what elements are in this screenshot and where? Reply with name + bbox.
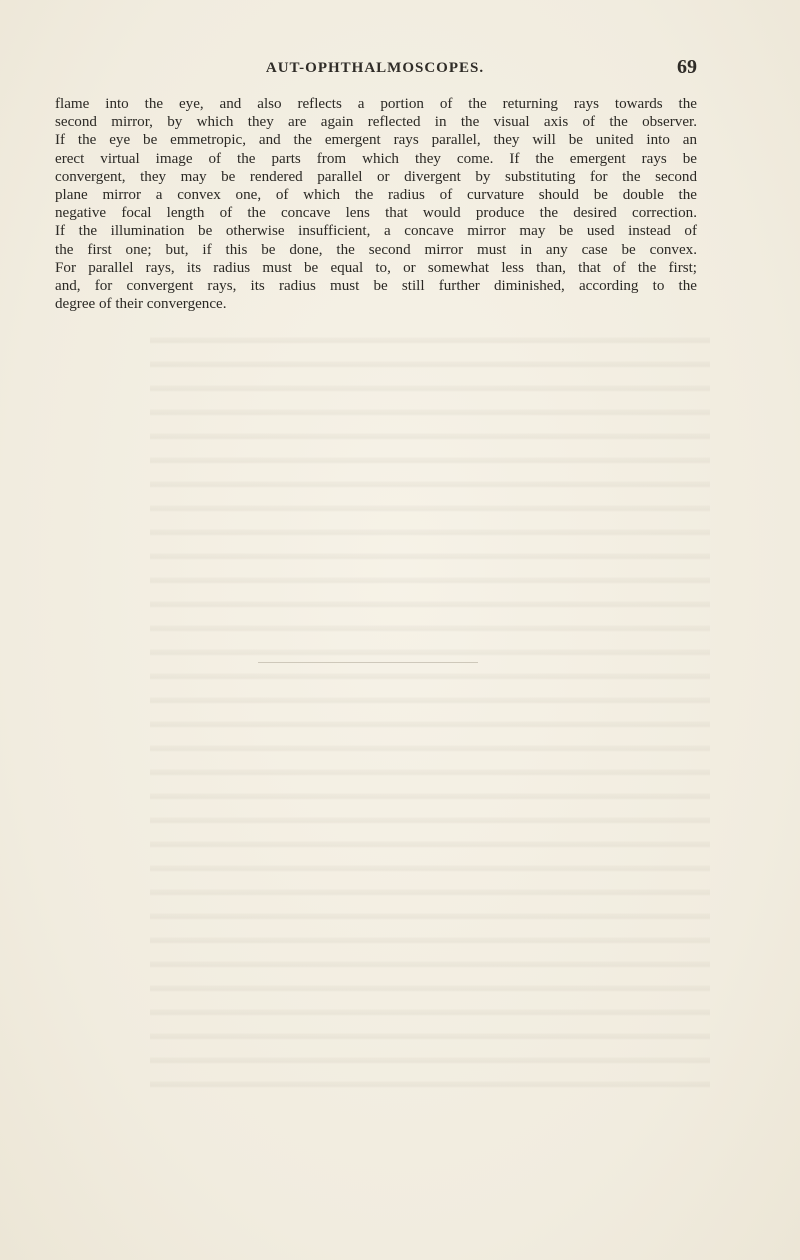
bleed-through-rule [258, 662, 478, 663]
text-line: erect virtual image of the parts from which they come. If the emergent rays be [55, 150, 697, 167]
text-line: second mirror, by which they are again reflected in the visual axis of the observer. [55, 114, 697, 131]
running-head: AUT-OPHTHALMOSCOPES. [265, 60, 485, 76]
bleed-through-texture [150, 325, 710, 1105]
text-line: If the illumination be otherwise insufficient, a concave mirror may be used instead of [55, 223, 697, 240]
text-line: degree of their convergence. [55, 296, 227, 313]
text-line: and, for convergent rays, its radius must be still further diminished, according to the [55, 278, 697, 295]
page-number: 69 [677, 56, 697, 78]
text-line: flame into the eye, and also reflects a portion of the returning rays towards the [55, 96, 697, 112]
body-paragraph [55, 95, 697, 313]
page-header [55, 56, 697, 84]
text-line: plane mirror a convex one, of which the radius of curvature should be double the [55, 187, 697, 204]
text-line: If the eye be emmetropic, and the emergent rays parallel, they will be united into an [55, 132, 697, 149]
text-line: convergent, they may be rendered parallel or divergent by substituting for the second [55, 168, 697, 185]
text-line: For parallel rays, its radius must be equal to, or somewhat less than, that of the first; [55, 259, 697, 276]
text-line: negative focal length of the concave lens that would produce the desired correction. [55, 205, 697, 222]
text-line: the first one; but, if this be done, the second mirror must in any case be convex. [55, 241, 697, 258]
